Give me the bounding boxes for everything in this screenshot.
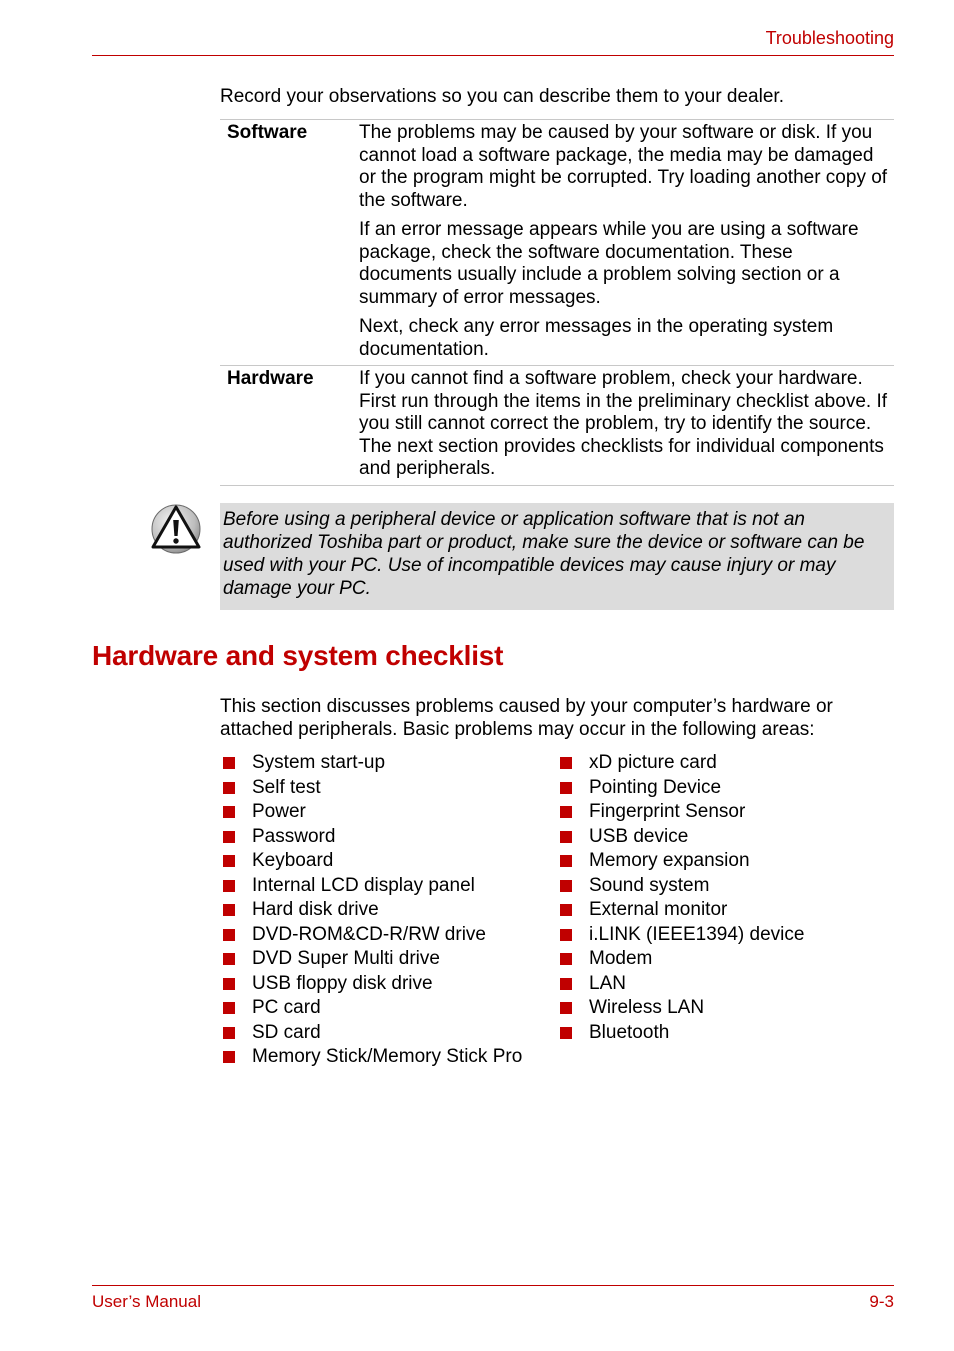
page-number: 9-3	[869, 1292, 894, 1311]
footer-manual-title: User’s Manual	[92, 1292, 201, 1311]
list-item	[557, 898, 804, 923]
paragraph: If an error message appears while you are using a software package, check the software documentation. These documents usually include a problem solving section or a summary of error messages.	[359, 219, 859, 308]
list-item-label: DVD-ROM&CD-R/RW drive	[252, 923, 486, 945]
list-item	[557, 751, 804, 776]
square-bullet-icon	[223, 929, 235, 941]
list-item-label: i.LINK (IEEE1394) device	[589, 923, 805, 945]
square-bullet-icon	[560, 929, 572, 941]
list-item	[557, 776, 804, 801]
square-bullet-icon	[560, 953, 572, 965]
list-item-label: LAN	[589, 972, 626, 994]
list-item	[220, 898, 522, 923]
paragraph: Next, check any error messages in the operating system documentation.	[359, 316, 834, 360]
header-rule	[92, 55, 894, 56]
problem-source-table	[220, 119, 894, 486]
list-item-label: Power	[252, 801, 306, 823]
square-bullet-icon	[223, 806, 235, 818]
list-item-label: SD card	[252, 1021, 321, 1043]
list-item-label: Bluetooth	[589, 1021, 670, 1043]
list-item-label: Memory expansion	[589, 850, 750, 872]
list-item	[557, 849, 804, 874]
section-intro: This section discusses problems caused by your computer’s hardware or attached peripherals. Basic problems may occur in the following areas:	[220, 696, 833, 740]
list-item-label: Internal LCD display panel	[252, 874, 475, 896]
warning-note: Before using a peripheral device or application software that is not an authorized Toshiba part or product, make sure the device or software can be used with your PC. Use of incompatible devices may cause injury or may damage your PC.	[220, 503, 894, 610]
list-item	[557, 947, 804, 972]
list-item-label: USB floppy disk drive	[252, 972, 433, 994]
square-bullet-icon	[223, 1027, 235, 1039]
list-item-label: Wireless LAN	[589, 997, 705, 1019]
list-item-label: Password	[252, 825, 336, 847]
square-bullet-icon	[223, 757, 235, 769]
checklist-left-column	[220, 751, 522, 1070]
list-item-label: xD picture card	[589, 752, 717, 774]
square-bullet-icon	[223, 1051, 235, 1063]
list-item	[220, 800, 522, 825]
square-bullet-icon	[223, 904, 235, 916]
table-row-body	[359, 122, 894, 361]
square-bullet-icon	[560, 831, 572, 843]
list-item	[220, 972, 522, 997]
list-item-label: Fingerprint Sensor	[589, 801, 746, 823]
list-item	[557, 800, 804, 825]
list-item	[220, 923, 522, 948]
list-item	[220, 751, 522, 776]
square-bullet-icon	[223, 782, 235, 794]
list-item-label: Modem	[589, 948, 653, 970]
square-bullet-icon	[560, 904, 572, 916]
list-item-label: Hard disk drive	[252, 899, 379, 921]
list-item	[557, 874, 804, 899]
square-bullet-icon	[560, 1027, 572, 1039]
list-item-label: Keyboard	[252, 850, 334, 872]
table-row-body	[359, 368, 894, 481]
square-bullet-icon	[223, 1002, 235, 1014]
table-row-hardware	[220, 366, 894, 486]
list-item-label: Self test	[252, 776, 321, 798]
square-bullet-icon	[560, 978, 572, 990]
list-item	[220, 1045, 522, 1070]
checklist-right-column	[557, 751, 804, 1045]
list-item-label: Sound system	[589, 874, 710, 896]
square-bullet-icon	[560, 782, 572, 794]
list-item	[557, 825, 804, 850]
list-item	[557, 972, 804, 997]
square-bullet-icon	[560, 855, 572, 867]
table-row-software	[220, 120, 894, 366]
square-bullet-icon	[223, 953, 235, 965]
list-item-label: DVD Super Multi drive	[252, 948, 440, 970]
list-item	[220, 825, 522, 850]
list-item-label: System start-up	[252, 752, 386, 774]
square-bullet-icon	[560, 806, 572, 818]
list-item-label: Pointing Device	[589, 776, 722, 798]
list-item-label: Memory Stick/Memory Stick Pro	[252, 1046, 523, 1068]
paragraph: If you cannot find a software problem, check your hardware. First run through the items in the preliminary checklist above. If you still cannot correct the problem, try to identify the source. The next section provides checklists for individual components and peripherals.	[359, 368, 888, 479]
list-item	[220, 947, 522, 972]
paragraph: The problems may be caused by your software or disk. If you cannot load a software package, the media may be damaged or the program might be corrupted. Try loading another copy of the software.	[359, 122, 888, 211]
list-item-label: PC card	[252, 997, 321, 1019]
list-item	[220, 996, 522, 1021]
list-item	[557, 1021, 804, 1046]
table-row-label: Software	[227, 122, 308, 143]
warning-triangle-icon	[150, 503, 202, 555]
footer-rule	[92, 1285, 894, 1286]
list-item	[220, 874, 522, 899]
intro-text: Record your observations so you can describe them to your dealer.	[220, 86, 784, 107]
list-item	[220, 849, 522, 874]
running-header: Troubleshooting	[765, 28, 894, 48]
square-bullet-icon	[223, 880, 235, 892]
list-item-label: USB device	[589, 825, 689, 847]
square-bullet-icon	[223, 831, 235, 843]
section-title: Hardware and system checklist	[92, 640, 504, 671]
list-item	[557, 996, 804, 1021]
list-item	[220, 1021, 522, 1046]
square-bullet-icon	[560, 1002, 572, 1014]
square-bullet-icon	[560, 757, 572, 769]
square-bullet-icon	[223, 855, 235, 867]
table-row-label: Hardware	[227, 368, 314, 389]
square-bullet-icon	[560, 880, 572, 892]
list-item-label: External monitor	[589, 899, 728, 921]
list-item	[220, 776, 522, 801]
list-item	[557, 923, 804, 948]
square-bullet-icon	[223, 978, 235, 990]
